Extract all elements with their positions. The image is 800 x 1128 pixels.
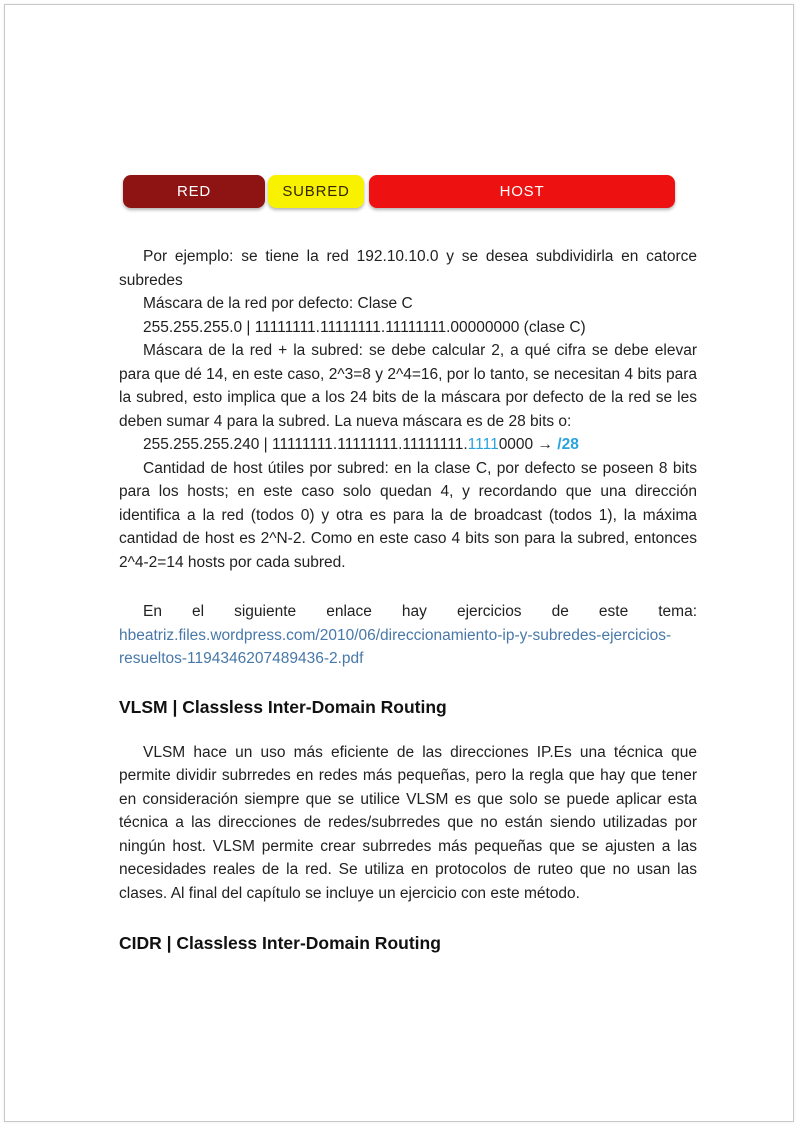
paragraph-exercises-link xyxy=(119,600,697,671)
paragraph-hosts-per-subnet: Cantidad de host útiles por subred: en la clase C, por defecto se poseen 8 bits para los hosts; en este caso solo quedan 4, y recordando que una dirección identifica a la red (todos 0) y otra es para la de broadcast (todos 1), la máxima cantidad de host es 2^N-2. Como en este caso 4 bits son para la subred, entonces 2^4-2=14 hosts por cada subred. xyxy=(119,459,697,571)
heading-cidr: CIDR | Classless Inter-Domain Routing xyxy=(119,933,441,953)
network-segment-bar xyxy=(123,175,265,208)
mask-binary-prefix: 255.255.255.240 | 11111111.11111111.11111111. xyxy=(143,436,468,453)
paragraph-default-mask: Máscara de la red por defecto: Clase C xyxy=(143,295,413,312)
paragraph-mask-binary: 255.255.255.0 | 11111111.11111111.11111111.00000000 (clase C) xyxy=(143,318,586,336)
paragraph-mask-calculation: Máscara de la red + la subred: se debe calcular 2, a qué cifra se debe elevar para que dé 14, en este caso, 2^3=8 y 2^4=16, por lo tanto, se necesitan 4 bits para la subred, esto implica que a los 24 bits de la máscara por defecto de la red se les deben sumar 4 para la subred. La nueva máscara es de 28 bits o: xyxy=(119,342,697,430)
paragraph-new-mask xyxy=(119,433,697,457)
subnet-segment-bar xyxy=(268,175,364,208)
host-bits: 0000 → xyxy=(498,436,558,453)
subnet-segment-label: SUBRED xyxy=(282,183,350,200)
paragraph-example: Por ejemplo: se tiene la red 192.10.10.0 y se desea subdividirla en catorce subredes xyxy=(119,248,697,289)
subnet-bits-highlight: 1111 xyxy=(467,436,499,453)
document-page xyxy=(4,4,794,1122)
paragraph-vlsm-description: VLSM hace un uso más eficiente de las direcciones IP.Es una técnica que permite dividir subrredes en redes más pequeñas, pero la regla que hay que tener en consideración siempre que se utilice VLSM es que solo se puede aplicar esta técnica a las direcciones de redes/subrredes que no están siendo utilizadas por ningún host. VLSM permite crear subrredes más pequeñas que se ajusten a las necesidades reales de la red. Se utiliza en protocolos de ruteo que no usan las clases. Al final del capítulo se incluye un ejercicio con este método. xyxy=(119,743,697,902)
network-segment-label: RED xyxy=(176,183,212,200)
cidr-notation: /28 xyxy=(557,436,579,453)
ip-address-structure-diagram xyxy=(123,175,675,208)
heading-vlsm: VLSM | Classless Inter-Domain Routing xyxy=(119,696,447,717)
host-segment-bar xyxy=(369,175,675,208)
host-segment-label: HOST xyxy=(499,183,545,200)
link-intro-text: En el siguiente enlace hay ejercicios de este tema: xyxy=(143,603,697,620)
document-body xyxy=(119,245,697,955)
exercises-link[interactable]: hbeatriz.files.wordpress.com/2010/06/direccionamiento-ip-y-subredes-ejercicios-resueltos-1194346207489436-2.pdf xyxy=(119,626,672,667)
